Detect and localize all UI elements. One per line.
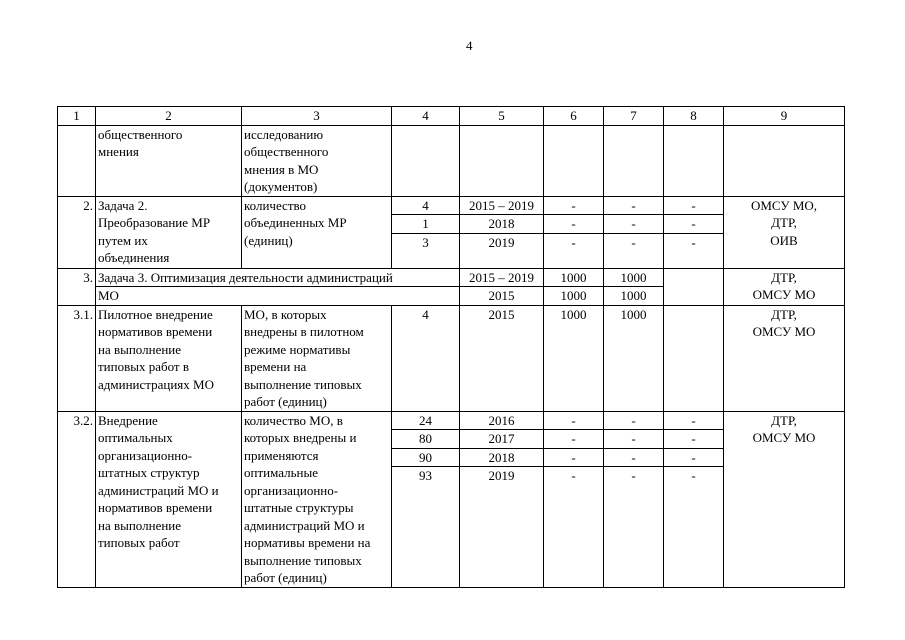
indicator-line: организационно-	[244, 482, 339, 498]
task-line: администраций МО и	[98, 482, 219, 498]
period-cell: 2015	[460, 287, 544, 306]
task-line: объединения	[98, 250, 170, 265]
indicator-line: выполнение типовых	[244, 376, 362, 392]
indicator-cell	[242, 125, 392, 196]
col6-cell: -	[544, 467, 604, 588]
col6-cell: -	[544, 215, 604, 234]
col8-cell: -	[664, 430, 724, 449]
value-cell: 1	[392, 215, 460, 234]
task-cell	[96, 411, 242, 588]
value-cell: 24	[392, 411, 460, 430]
col6-cell: -	[544, 411, 604, 430]
indicator-cell	[242, 411, 392, 588]
period-cell: 2018	[460, 448, 544, 467]
col7-cell: -	[604, 196, 664, 215]
table-row-3-2	[58, 411, 845, 430]
row-number: 2.	[58, 196, 96, 268]
task-line: администрациях МО	[98, 376, 214, 392]
row-number: 3.	[58, 268, 96, 305]
col6-cell: 1000	[544, 305, 604, 411]
indicator-line: исследованию	[244, 126, 324, 142]
indicator-line: оптимальные	[244, 465, 318, 480]
header-cell-7: 7	[604, 107, 664, 126]
task-line: Внедрение	[98, 412, 158, 428]
task-line: Пилотное внедрение	[98, 306, 213, 322]
executor-line: ОМСУ МО	[752, 324, 816, 339]
executor-line: ОИВ	[770, 232, 798, 248]
executor-cell	[724, 305, 845, 411]
value-cell: 80	[392, 430, 460, 449]
task-cell	[96, 125, 242, 196]
col6-cell: -	[544, 196, 604, 215]
executor-line: ДТР,	[771, 412, 797, 428]
header-cell-1: 1	[58, 107, 96, 126]
executor-line: ОМСУ МО,	[750, 197, 818, 213]
col7-cell: -	[604, 448, 664, 467]
row-number: 3.2.	[58, 411, 96, 588]
col7-cell: -	[604, 233, 664, 268]
task-line: путем их	[98, 232, 148, 248]
indicator-line: (документов)	[244, 179, 318, 194]
indicator-line: применяются	[244, 447, 319, 463]
executor-line: ДТР,	[771, 306, 797, 322]
task-line: общественного	[98, 126, 183, 142]
executor-cell	[724, 268, 845, 305]
value-cell: 4	[392, 305, 460, 411]
indicator-line: (единиц)	[244, 232, 293, 248]
header-cell-8: 8	[664, 107, 724, 126]
col6-cell: 1000	[544, 287, 604, 306]
period-cell: 2015 – 2019	[460, 196, 544, 215]
col6-cell: -	[544, 430, 604, 449]
indicator-line: работ (единиц)	[244, 394, 327, 409]
executor-line: ОМСУ МО	[752, 287, 816, 302]
executor-line: ОМСУ МО	[752, 430, 816, 445]
task-cell: Задача 3. Оптимизация деятельности администраций	[96, 268, 460, 287]
indicator-line: выполнение типовых	[244, 552, 362, 568]
executor-cell	[724, 411, 845, 588]
header-cell-9: 9	[724, 107, 845, 126]
task-line: Задача 2.	[98, 197, 148, 213]
indicator-line: администраций МО и	[244, 517, 365, 533]
col8-cell: -	[664, 467, 724, 588]
header-cell-3: 3	[242, 107, 392, 126]
col7-cell: -	[604, 215, 664, 234]
header-cell-5: 5	[460, 107, 544, 126]
header-cell-6: 6	[544, 107, 604, 126]
header-cell-4: 4	[392, 107, 460, 126]
indicator-line: МО, в которых	[244, 306, 327, 322]
value-cell: 90	[392, 448, 460, 467]
indicator-line: режиме нормативы	[244, 341, 351, 357]
period-cell: 2018	[460, 215, 544, 234]
table-row-continuation	[58, 125, 845, 196]
task-line: штатных структур	[98, 465, 200, 480]
table-row-task-2	[58, 196, 845, 215]
col8-cell: -	[664, 215, 724, 234]
task-line: мнения	[98, 144, 139, 159]
col8-cell: -	[664, 411, 724, 430]
period-cell: 2016	[460, 411, 544, 430]
indicator-cell	[242, 305, 392, 411]
period-cell: 2015 – 2019	[460, 268, 544, 287]
col7-cell: -	[604, 467, 664, 588]
task-cell	[96, 196, 242, 268]
task-line: Преобразование МР	[98, 215, 211, 230]
indicator-line: количество	[244, 197, 307, 213]
indicator-line: количество МО, в	[244, 412, 343, 428]
program-table	[57, 106, 845, 588]
col7-cell: -	[604, 411, 664, 430]
value-cell: 93	[392, 467, 460, 588]
task-line: нормативов времени	[98, 324, 213, 339]
col6-cell: 1000	[544, 268, 604, 287]
page-number: 4	[466, 38, 473, 53]
col6-cell: -	[544, 233, 604, 268]
period-cell: 2015	[460, 305, 544, 411]
col7-cell: 1000	[604, 268, 664, 287]
task-line: оптимальных	[98, 430, 173, 445]
header-row	[58, 107, 845, 126]
indicator-cell	[242, 196, 392, 268]
executor-cell	[724, 196, 845, 268]
value-cell: 4	[392, 196, 460, 215]
task-cell	[96, 305, 242, 411]
indicator-line: внедрены в пилотном	[244, 324, 364, 339]
table-row-3-1	[58, 305, 845, 411]
task-line: типовых работ	[98, 535, 180, 550]
indicator-line: объединенных МР	[244, 215, 347, 230]
task-line: организационно-	[98, 447, 193, 463]
col8-cell: -	[664, 448, 724, 467]
col7-cell: 1000	[604, 305, 664, 411]
task-line: на выполнение	[98, 517, 182, 533]
col6-cell: -	[544, 448, 604, 467]
indicator-line: работ (единиц)	[244, 570, 327, 585]
task-line: на выполнение	[98, 341, 182, 357]
task-line: типовых работ в	[98, 359, 189, 374]
col8-cell: -	[664, 233, 724, 268]
header-cell-2: 2	[96, 107, 242, 126]
col7-cell: -	[604, 430, 664, 449]
indicator-line: общественного	[244, 144, 329, 159]
table-row-task-3	[58, 268, 845, 287]
indicator-line: штатные структуры	[244, 500, 354, 515]
period-cell: 2017	[460, 430, 544, 449]
indicator-line: нормативы времени на	[244, 535, 371, 550]
row-number: 3.1.	[58, 305, 96, 411]
task-cell: МО	[96, 287, 460, 306]
indicator-line: которых внедрены и	[244, 430, 357, 445]
indicator-line: времени на	[244, 359, 307, 374]
task-line: нормативов времени	[98, 500, 213, 515]
executor-line: ДТР,	[771, 215, 797, 230]
col7-cell: 1000	[604, 287, 664, 306]
period-cell: 2019	[460, 233, 544, 268]
col8-cell: -	[664, 196, 724, 215]
executor-line: ДТР,	[771, 269, 797, 285]
period-cell: 2019	[460, 467, 544, 588]
indicator-line: мнения в МО	[244, 161, 319, 177]
value-cell: 3	[392, 233, 460, 268]
